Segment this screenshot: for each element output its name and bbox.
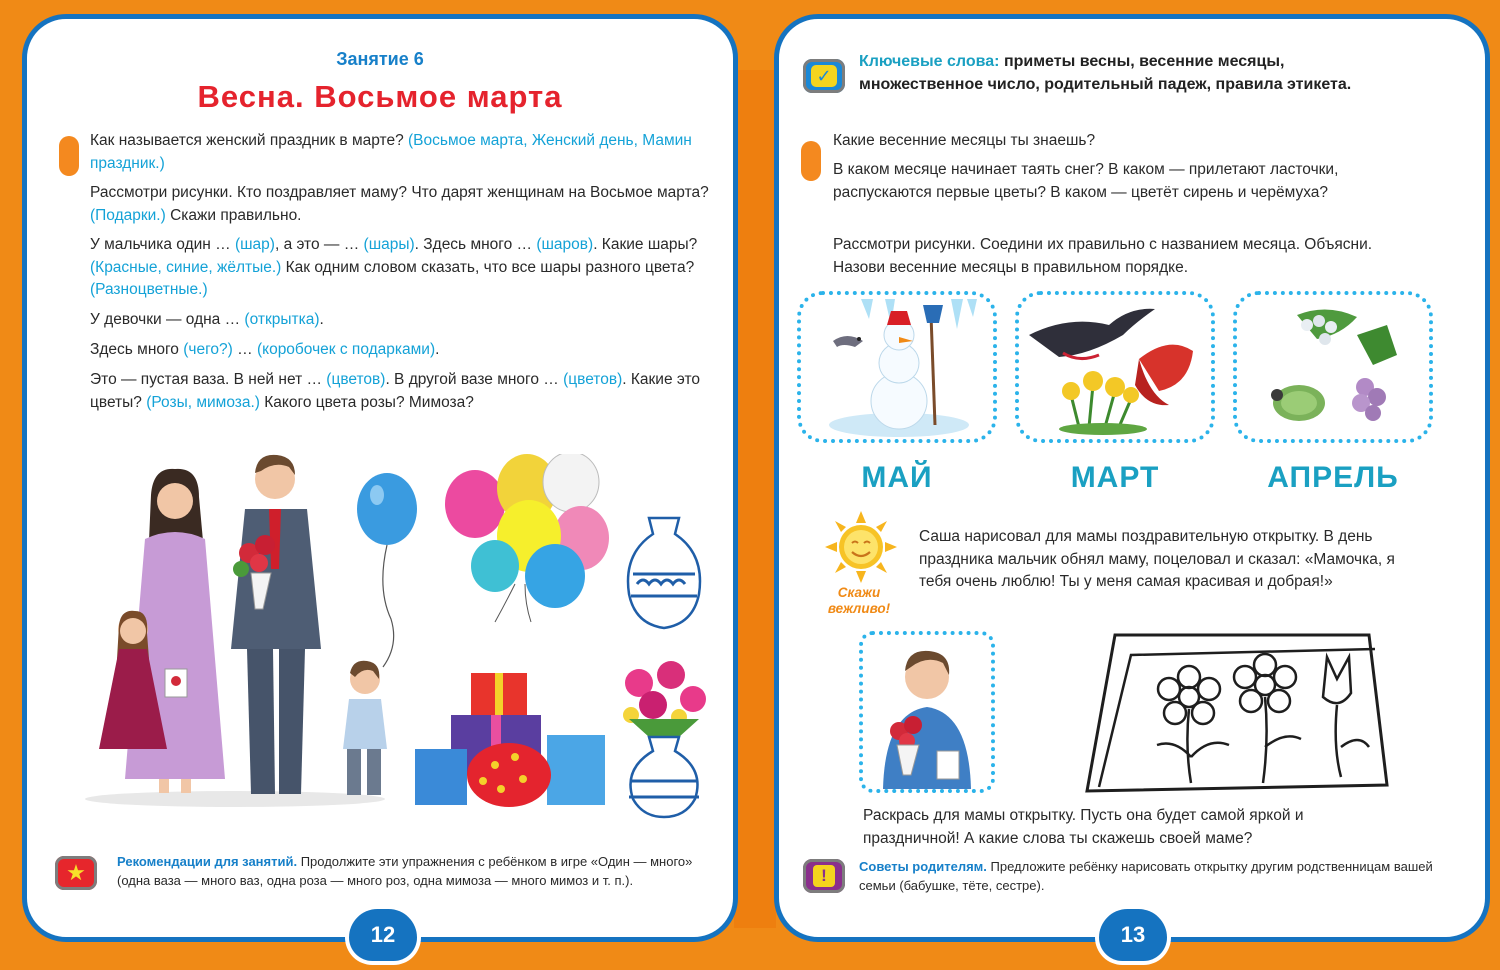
answer: (Подарки.) xyxy=(90,206,166,224)
question-spring-signs: В каком месяце начинает таять снег? В каком — прилетают ласточки, распускаются первые цветы? В каком — цветёт сирень и черёмуха? xyxy=(833,161,1339,201)
single-balloon xyxy=(347,469,427,669)
page-number: 12 xyxy=(349,909,417,961)
coloring-postcard[interactable] xyxy=(1079,627,1389,797)
answer: (цветов) xyxy=(563,371,623,388)
recommendations-note: Рекомендации для занятий. Продолжите эти упражнения с ребёнком в игре «Один — много» (одна ваза — много ваз, одна роза — много роз, одна мимоза — много мимоз и т. п.). xyxy=(117,854,693,888)
month-label-march[interactable]: МАРТ xyxy=(1070,461,1160,494)
question-match-months: Рассмотри рисунки. Соедини их правильно с названием месяца. Объясни. Назови весенние месяцы в правильном порядке. xyxy=(833,236,1373,276)
answer: (чего?) xyxy=(183,341,233,358)
answer: (цветов) xyxy=(326,371,386,388)
checkmark-icon: ✓ xyxy=(811,65,837,87)
right-page xyxy=(774,14,1490,947)
left-page xyxy=(22,14,738,947)
lilac-beetle-illustration xyxy=(1237,295,1429,439)
question-marker xyxy=(59,136,79,176)
month-label-may[interactable]: МАЙ xyxy=(861,461,933,494)
flower-vase xyxy=(609,659,719,819)
picture-card-sasha xyxy=(859,631,995,793)
answer: (шар) xyxy=(234,236,275,253)
question-1: Как называется женский праздник в марте? (Восьмое марта, Женский день, Мамин праздник.) xyxy=(90,132,692,172)
question-6: Это — пустая ваза. В ней нет … (цветов). В другой вазе много … (цветов). Какие это цветы? (Розы, мимоза.) Какого цвета розы? Мимоза? xyxy=(90,371,700,411)
say-politely-label: Скажи вежливо! xyxy=(827,585,891,616)
balloon-bunch xyxy=(435,454,625,624)
empty-vase xyxy=(619,514,709,634)
coloring-task: Раскрась для мамы открытку. Пусть она будет самой яркой и праздничной! А какие слова ты скажешь своей маме? xyxy=(863,807,1304,847)
star-icon: ★ xyxy=(66,860,86,885)
recommendation-badge xyxy=(55,856,97,890)
answer: (открытка) xyxy=(244,311,320,328)
book-spine xyxy=(734,70,776,928)
swallow-butterfly-illustration xyxy=(1019,295,1211,439)
exclamation-icon: ! xyxy=(813,865,835,887)
question-months: Какие весенние месяцы ты знаешь? xyxy=(833,132,1096,149)
answer: (коробочек с подарками) xyxy=(256,341,436,358)
picture-card-snowman[interactable] xyxy=(797,291,997,443)
snowman-illustration xyxy=(801,295,993,439)
lesson-number: Занятие 6 xyxy=(336,49,424,69)
answer: (Разноцветные.) xyxy=(90,281,208,298)
answer: (Восьмое марта, Женский день, Мамин праздник.) xyxy=(90,132,692,172)
answer: (шары) xyxy=(363,236,415,253)
boy-with-flowers-illustration xyxy=(863,635,991,789)
parents-advice-note: Советы родителям. Предложите ребёнку нарисовать открытку другим родственницам вашей семьи (бабушке, тёте, сестре). xyxy=(859,859,1433,893)
gift-boxes xyxy=(411,659,611,809)
answer: (Розы, мимоза.) xyxy=(146,393,260,411)
parents-advice-badge xyxy=(803,859,845,893)
picture-card-swallow[interactable] xyxy=(1015,291,1215,443)
question-4: У девочки — одна … (открытка). xyxy=(90,311,324,328)
page-number: 13 xyxy=(1099,909,1167,961)
month-label-april[interactable]: АПРЕЛЬ xyxy=(1267,461,1399,494)
keywords-badge xyxy=(803,59,845,93)
page-title: Весна. Восьмое марта xyxy=(197,79,563,114)
picture-card-lilac[interactable] xyxy=(1233,291,1433,443)
story-text: Саша нарисовал для мамы поздравительную открытку. В день праздника мальчик обнял маму, поцеловал и сказал: «Мамочка, я тебя очень люблю! Ты у меня самая красивая и добрая!» xyxy=(919,528,1395,590)
sun-icon xyxy=(825,511,897,583)
question-marker xyxy=(801,141,821,181)
question-2: Рассмотри рисунки. Кто поздравляет маму? Что дарят женщинам на Восьмое марта? (Подарки.) Скажи правильно. xyxy=(90,184,709,224)
answer: (шаров) xyxy=(536,236,594,253)
answer: (Красные, синие, жёлтые.) xyxy=(90,258,282,276)
question-5: Здесь много (чего?) … (коробочек с подарками). xyxy=(90,341,440,358)
question-3: У мальчика один … (шар), а это — … (шары). Здесь много … (шаров). Какие шары? (Красные, синие, жёлтые.) Как одним словом сказать, что все шары разного цвета? (Разноцветные.) xyxy=(90,236,698,298)
keywords: Ключевые слова: приметы весны, весенние месяцы, множественное число, родительный падеж, правила этикета. xyxy=(859,53,1352,93)
